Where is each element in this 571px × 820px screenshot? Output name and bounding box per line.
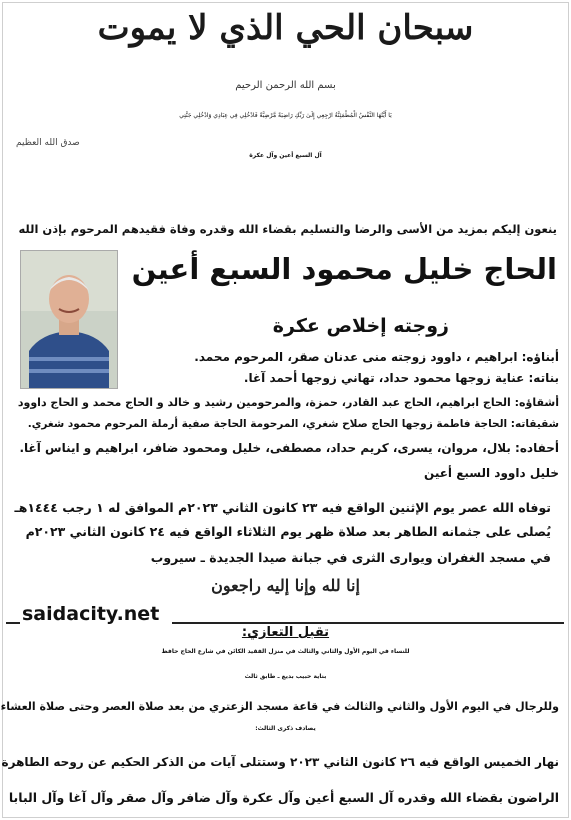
divider-left [6, 622, 20, 624]
closing-line: الراضون بقضاء الله وقدره آل السبع أعين وآل عكرة وآل ضافر وآل صقر وآل آغا وآل البابا [8, 790, 559, 805]
inna-lillah-calligraphy: إنا لله وإنا إليه راجعون [211, 576, 360, 595]
deceased-name: الحاج خليل محمود السبع أعين [131, 252, 557, 286]
condolences-women-2: بناية حبيب بديع ـ طابق ثالث [244, 673, 327, 680]
third-day-label: يصادف ذكرى الثالث: [255, 725, 316, 732]
quran-verse: يَا أَيَّتُهَا النَّفْسُ الْمُطْمَئِنَّةُ ارْجِعِي إِلَىٰ رَبِّكِ رَاضِيَةً مَّرْضِيَّةً فَادْخُلِي فِي عِبَادِي وَادْخُلِي جَنَّتِي [179, 112, 392, 119]
families-title: آل السبع أعين وآل عكرة [249, 152, 322, 159]
divider-right [172, 622, 564, 624]
website-label: saidacity.net [22, 603, 160, 625]
sadaqa-text: صدق الله العظيم [16, 138, 80, 148]
relatives-daughters: بناته: عناية زوجها محمود حداد، تهاني زوجها أحمد آغا. [243, 371, 559, 385]
condolences-title: تقبل التعازي: [241, 625, 330, 640]
relatives-sons: أبناؤه: ابراهيم ، داوود زوجته منى عدنان صقر، المرحوم محمد. [194, 350, 559, 364]
prayer-line: يُصلى على جثمانه الطاهر بعد صلاة ظهر يوم الثلاثاء الواقع فيه ٢٤ كانون الثاني ٢٠٢٣م [25, 524, 551, 539]
deceased-photo [20, 250, 118, 389]
relatives-extra: خليل داوود السبع أعين [424, 466, 559, 480]
wife-name: زوجته إخلاص عكرة [272, 315, 449, 337]
page-frame [2, 2, 569, 818]
relatives-grandchildren: أحفاده: بلال، مروان، يسرى، كريم حداد، مصطفى، خليل ومحمود ضافر، ابراهيم و ايناس آغا. [19, 441, 559, 455]
death-date-line: توفاه الله عصر يوم الإثنين الواقع فيه ٢٣ كانون الثاني ٢٠٢٣م الموافق له ١ رجب ١٤٤٤هـ [14, 500, 551, 515]
basmala: بسم الله الرحمن الرحيم [235, 80, 336, 91]
condolences-women-1: للنساء في اليوم الأول والثاني والثالث في منزل الفقيد الكائن في شارع الحاج حافظ [161, 648, 410, 655]
header-calligraphy: سبحان الحي الذي لا يموت [97, 8, 474, 48]
condolences-men: وللرجال في اليوم الأول والثاني والثالث في قاعة مسجد الزعتري من بعد صلاة العصر وحتى صلاة العشاء [0, 700, 559, 713]
burial-line: في مسجد الغفران ويوارى الثرى في جبانة صيدا الجديدة ـ سيروب [150, 550, 551, 565]
announcement-line: ينعون إليكم بمزيد من الأسى والرضا والتسليم بقضاء الله وقدره وفاة فقيدهم المرحوم بإذن الله [18, 222, 557, 236]
relatives-sisters: شقيقاته: الحاجة فاطمة زوجها الحاج صلاح شغري، المرحومة الحاجة صفية أرملة المرحوم محمود شغري. [27, 418, 559, 430]
relatives-brothers: أشقاؤه: الحاج ابراهيم، الحاج عبد القادر، حمزة، والمرحومين رشيد و خالد و الحاج محمد و الحاج داوود [17, 396, 559, 409]
portrait-image [21, 251, 117, 388]
third-day-line: نهار الخميس الواقع فيه ٢٦ كانون الثاني ٢٠٢٣ وستتلى آيات من الذكر الحكيم عن روحه الطاهرة [1, 755, 559, 769]
